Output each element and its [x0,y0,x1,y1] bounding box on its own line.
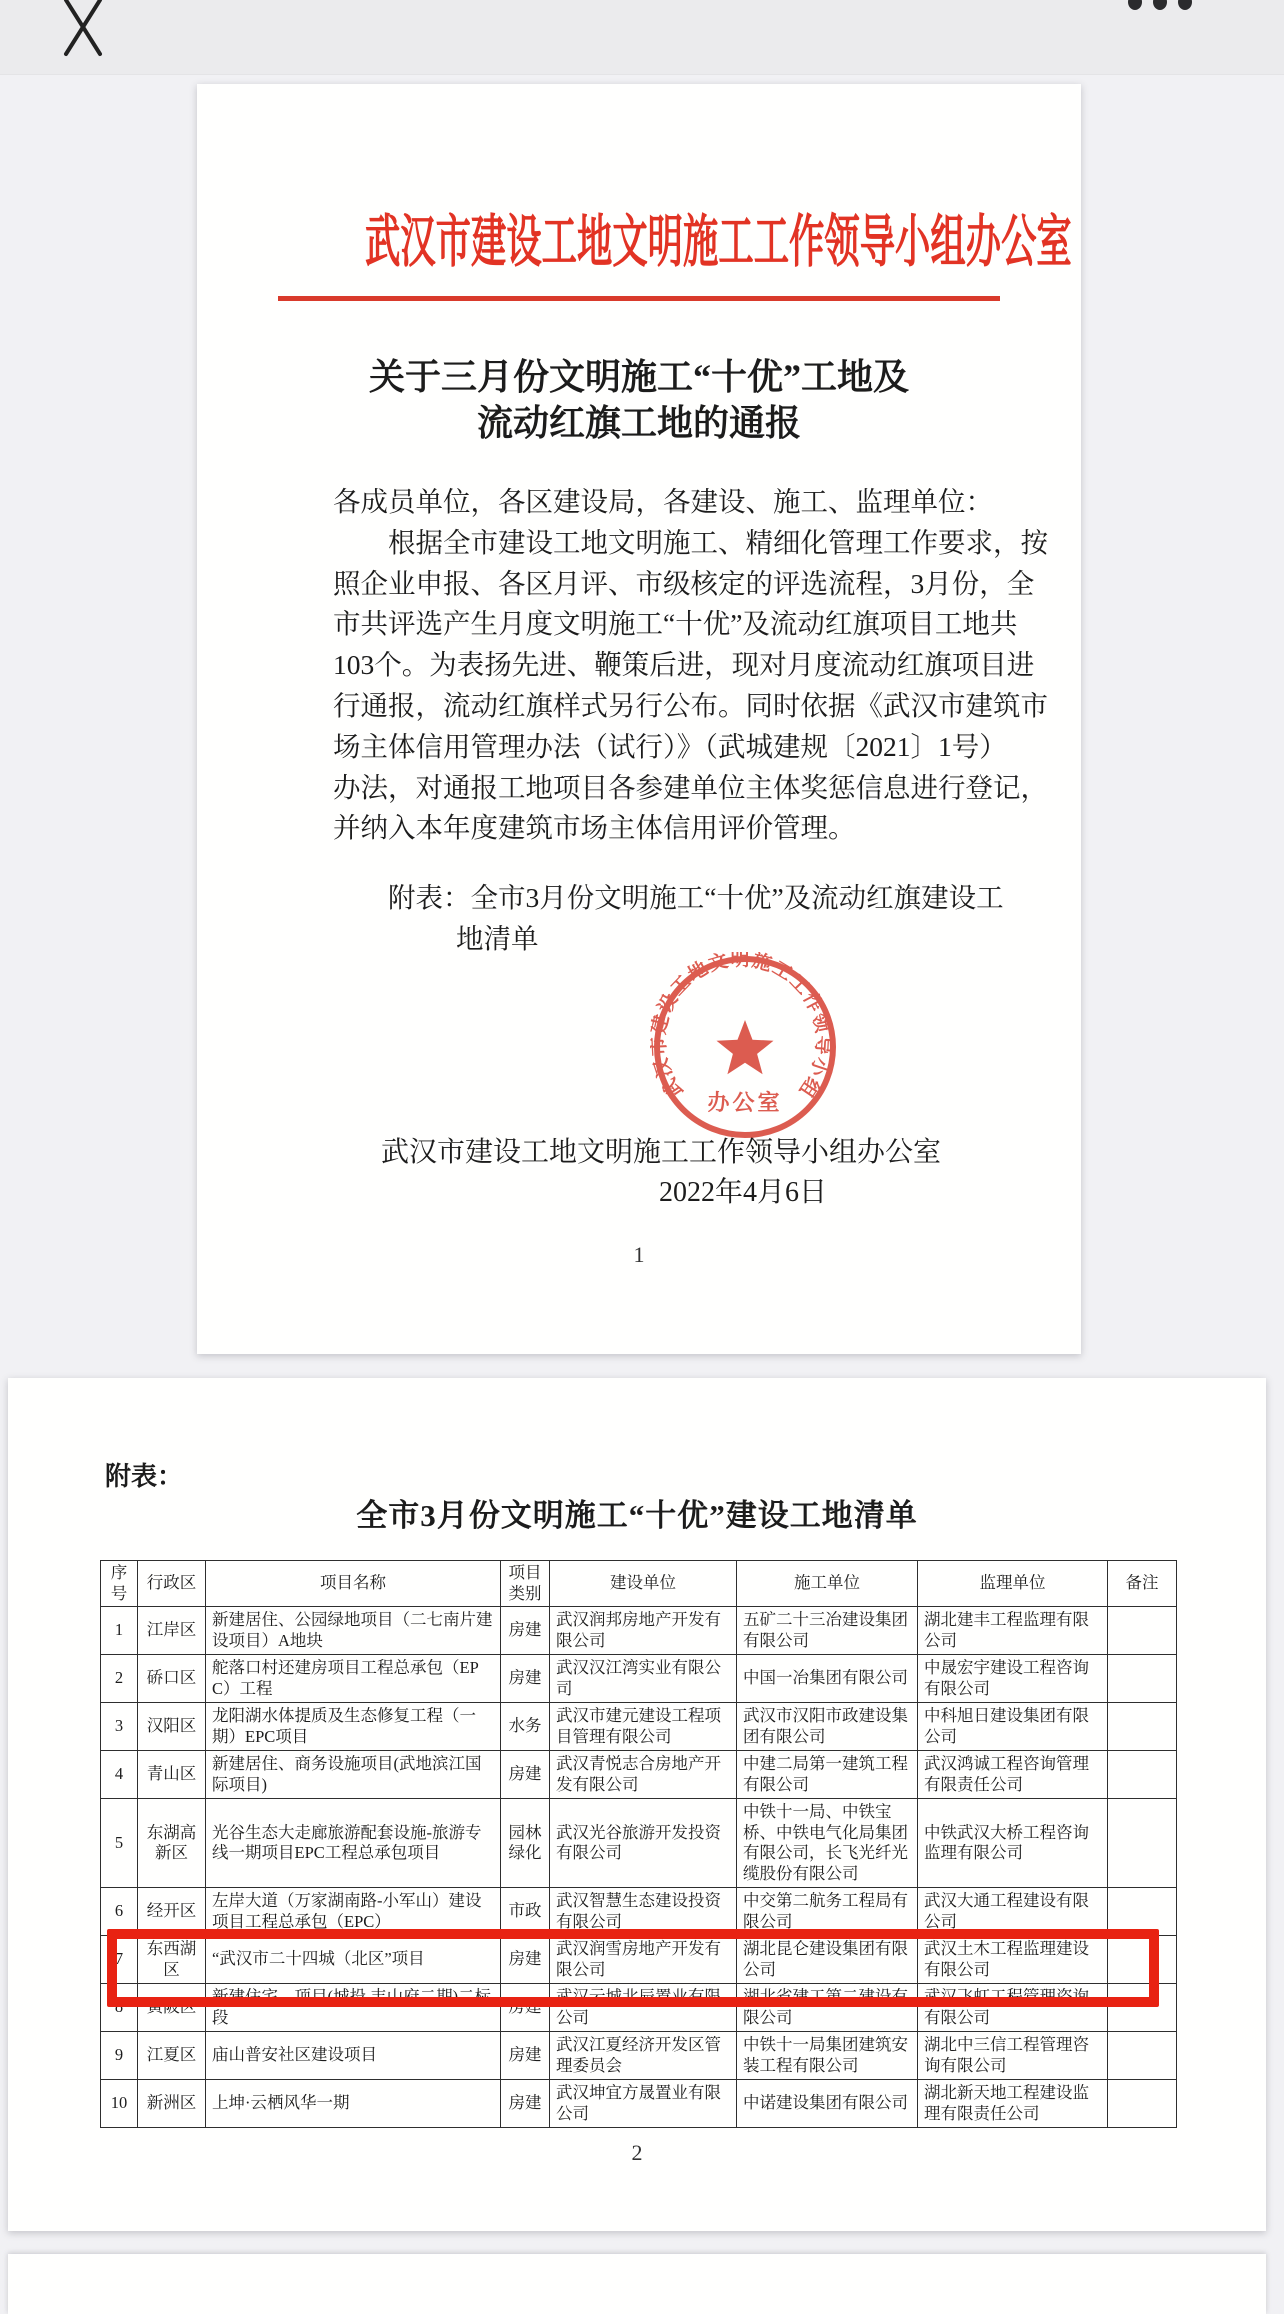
cell-category: 房建 [501,2080,550,2128]
cell-supervisor: 中科旭日建设集团有限公司 [918,1703,1108,1751]
cell-project: “武汉市二十四城（北区”项目 [206,1936,501,1984]
cell-contractor: 中建二局第一建筑工程有限公司 [737,1751,918,1799]
more-dot [1153,0,1167,10]
table-row [101,2032,1177,2080]
body-line: 市共评选产生月度文明施工“十优”及流动红旗项目工地共 [333,608,1018,640]
more-options-icon[interactable] [1128,0,1238,34]
col-contractor: 施工单位 [737,1561,918,1607]
cell-seq: 1 [101,1607,138,1655]
cell-contractor: 五矿二十三冶建设集团有限公司 [737,1607,918,1655]
cell-district: 青山区 [138,1751,206,1799]
cell-seq: 6 [101,1888,138,1936]
cell-contractor: 中国一冶集团有限公司 [737,1655,918,1703]
cell-contractor: 中铁十一局集团建筑安装工程有限公司 [737,2032,918,2080]
sites-table [100,1560,1177,2128]
cell-project: 左岸大道（万家湖南路-小军山）建设项目工程总承包（EPC） [206,1888,501,1936]
cell-category: 房建 [501,1936,550,1984]
cell-district: 江夏区 [138,2032,206,2080]
document-page-3-edge [8,2254,1266,2314]
cell-supervisor: 中晟宏宇建设工程咨询有限公司 [918,1655,1108,1703]
attachment-label: 附表： [105,1462,184,1491]
cell-category: 市政 [501,1888,550,1936]
cell-category: 水务 [501,1703,550,1751]
body-line: 办法，对通报工地项目各参建单位主体奖惩信息进行登记， [333,771,1048,803]
body-line: 行通报，流动红旗样式另行公布。同时依据《武汉市建筑市 [333,689,1048,721]
cell-supervisor: 湖北中三信工程管理咨询有限公司 [918,2032,1108,2080]
cell-builder: 武汉坤宜方晟置业有限公司 [550,2080,737,2128]
table-row [101,1751,1177,1799]
cell-district: 汉阳区 [138,1703,206,1751]
table-row [101,1799,1177,1888]
table-title: 全市3月份文明施工“十优”建设工地清单 [356,1498,918,1533]
cell-supervisor: 武汉鸿诚工程咨询管理有限责任公司 [918,1751,1108,1799]
cell-remark [1108,1799,1177,1888]
cell-category: 房建 [501,1984,550,2032]
col-project: 项目名称 [206,1561,501,1607]
cell-contractor: 中诺建设集团有限公司 [737,2080,918,2128]
more-dot [1128,0,1142,10]
cell-supervisor: 湖北建丰工程监理有限公司 [918,1607,1108,1655]
col-seq: 序号 [101,1561,138,1607]
body-line: 照企业申报、各区月评、市级核定的评选流程，3月份，全 [333,567,1035,599]
table-row [101,1607,1177,1655]
cell-builder: 武汉汉江湾实业有限公司 [550,1655,737,1703]
document-page-2 [8,1378,1266,2231]
cell-builder: 武汉光谷旅游开发投资有限公司 [550,1799,737,1888]
seal-bottom-text: 办公室 [707,1090,783,1115]
cell-seq: 8 [101,1984,138,2032]
table-row [101,1984,1177,2032]
table-row [101,2080,1177,2128]
cell-project: 光谷生态大走廊旅游配套设施-旅游专线一期项目EPC工程总承包项目 [206,1799,501,1888]
page-number-1: 1 [633,1242,645,1267]
cell-category: 房建 [501,1655,550,1703]
cell-district: 经开区 [138,1888,206,1936]
body-line: 并纳入本年度建筑市场主体信用评价管理。 [333,812,856,844]
col-builder: 建设单位 [550,1561,737,1607]
cell-seq: 10 [101,2080,138,2128]
cell-project: 舵落口村还建房项目工程总承包（EPC）工程 [206,1655,501,1703]
seal-ring-text: 武汉市建设工地文明施工工作领导小组 [650,952,834,1102]
document-body [333,482,1048,960]
cell-contractor: 中铁十一局、中铁宝桥、中铁电气化局集团有限公司，长飞光纤光缆股份有限公司 [737,1799,918,1888]
cell-builder: 武汉润雪房地产开发有限公司 [550,1936,737,1984]
official-red-seal [650,952,840,1142]
body-line: 根据全市建设工地文明施工、精细化管理工作要求，按 [388,526,1048,558]
org-header-red-title: 武汉市建设工地文明施工工作领导小组办公室 [364,211,1072,274]
col-district: 行政区 [138,1561,206,1607]
document-page-1 [197,84,1081,1354]
cell-project: 庙山普安社区建设项目 [206,2032,501,2080]
body-line: 103个。为表扬先进、鞭策后进，现对月度流动红旗项目进 [333,649,1035,681]
cell-seq: 9 [101,2032,138,2080]
cell-project: 上坤·云栖风华一期 [206,2080,501,2128]
cell-remark [1108,1703,1177,1751]
salutation: 各成员单位，各区建设局，各建设、施工、监理单位： [333,486,993,517]
cell-category: 园林绿化 [501,1799,550,1888]
cell-seq: 5 [101,1799,138,1888]
cell-supervisor: 武汉大通工程建设有限公司 [918,1888,1108,1936]
document-title-line2: 流动红旗工地的通报 [476,403,801,443]
cell-district: 黄陂区 [138,1984,206,2032]
body-line: 场主体信用管理办法（试行）》（武城建规〔2021〕1号） [333,730,1007,762]
cell-builder: 武汉青悦志合房地产开发有限公司 [550,1751,737,1799]
table-row [101,1703,1177,1751]
cell-category: 房建 [501,1751,550,1799]
cell-remark [1108,1984,1177,2032]
cell-supervisor: 湖北新天地工程建设监理有限责任公司 [918,2080,1108,2128]
cell-contractor: 武汉市汉阳市政建设集团有限公司 [737,1703,918,1751]
cell-contractor: 中交第二航务工程局有限公司 [737,1888,918,1936]
cell-contractor: 湖北昆仑建设集团有限公司 [737,1936,918,1984]
cell-remark [1108,1888,1177,1936]
cell-builder: 武汉智慧生态建设投资有限公司 [550,1888,737,1936]
signature-date: 2022年4月6日 [658,1177,827,1208]
cell-district: 江岸区 [138,1607,206,1655]
cell-seq: 7 [101,1936,138,1984]
page-number-2: 2 [631,2140,643,2165]
cell-builder: 武汉润邦房地产开发有限公司 [550,1607,737,1655]
cell-district: 东西湖区 [138,1936,206,1984]
sites-table-wrap [100,1560,1176,2128]
col-category: 项目类别 [501,1561,550,1607]
col-supervisor: 监理单位 [918,1561,1108,1607]
cell-supervisor: 中铁武汉大桥工程咨询监理有限公司 [918,1799,1108,1888]
cell-district: 硚口区 [138,1655,206,1703]
red-divider-line [278,296,1000,301]
table-row [101,1888,1177,1936]
document-title-line1: 关于三月份文明施工“十优”工地及 [368,357,909,397]
attachment-reference-line2: 地清单 [456,922,539,954]
cell-remark [1108,2032,1177,2080]
cell-builder: 武汉江夏经济开发区管理委员会 [550,2032,737,2080]
table-row [101,1655,1177,1703]
cell-builder: 武汉云城北辰置业有限公司 [550,1984,737,2032]
cell-remark [1108,2080,1177,2128]
cell-remark [1108,1936,1177,1984]
document-title [197,354,1081,446]
attachment-reference-line1: 附表：全市3月份文明施工“十优”及流动红旗建设工 [388,882,1004,914]
cell-district: 新洲区 [138,2080,206,2128]
more-dot [1178,0,1192,10]
close-icon[interactable] [56,0,112,60]
cell-remark [1108,1751,1177,1799]
table-header-row [101,1561,1177,1607]
cell-district: 东湖高新区 [138,1799,206,1888]
cell-builder: 武汉市建元建设工程项目管理有限公司 [550,1703,737,1751]
cell-supervisor: 武汉飞虹工程管理咨询有限公司 [918,1984,1108,2032]
cell-project: 新建住宅、项目(城投 丰山府二期)二标段 [206,1984,501,2032]
cell-category: 房建 [501,2032,550,2080]
cell-remark [1108,1655,1177,1703]
cell-seq: 3 [101,1703,138,1751]
cell-project: 龙阳湖水体提质及生态修复工程（一期）EPC项目 [206,1703,501,1751]
cell-contractor: 湖北省建工第二建设有限公司 [737,1984,918,2032]
cell-seq: 4 [101,1751,138,1799]
table-row [101,1936,1177,1984]
col-remark: 备注 [1108,1561,1177,1607]
viewer-topbar [0,0,1284,75]
cell-supervisor: 武汉土木工程监理建设有限公司 [918,1936,1108,1984]
cell-remark [1108,1607,1177,1655]
cell-project: 新建居住、商务设施项目(武地滨江国际项目) [206,1751,501,1799]
cell-seq: 2 [101,1655,138,1703]
cell-project: 新建居住、公园绿地项目（二七南片建设项目）A地块 [206,1607,501,1655]
cell-category: 房建 [501,1607,550,1655]
signature-org: 武汉市建设工地文明施工工作领导小组办公室 [380,1137,941,1168]
seal-star [717,1020,774,1074]
